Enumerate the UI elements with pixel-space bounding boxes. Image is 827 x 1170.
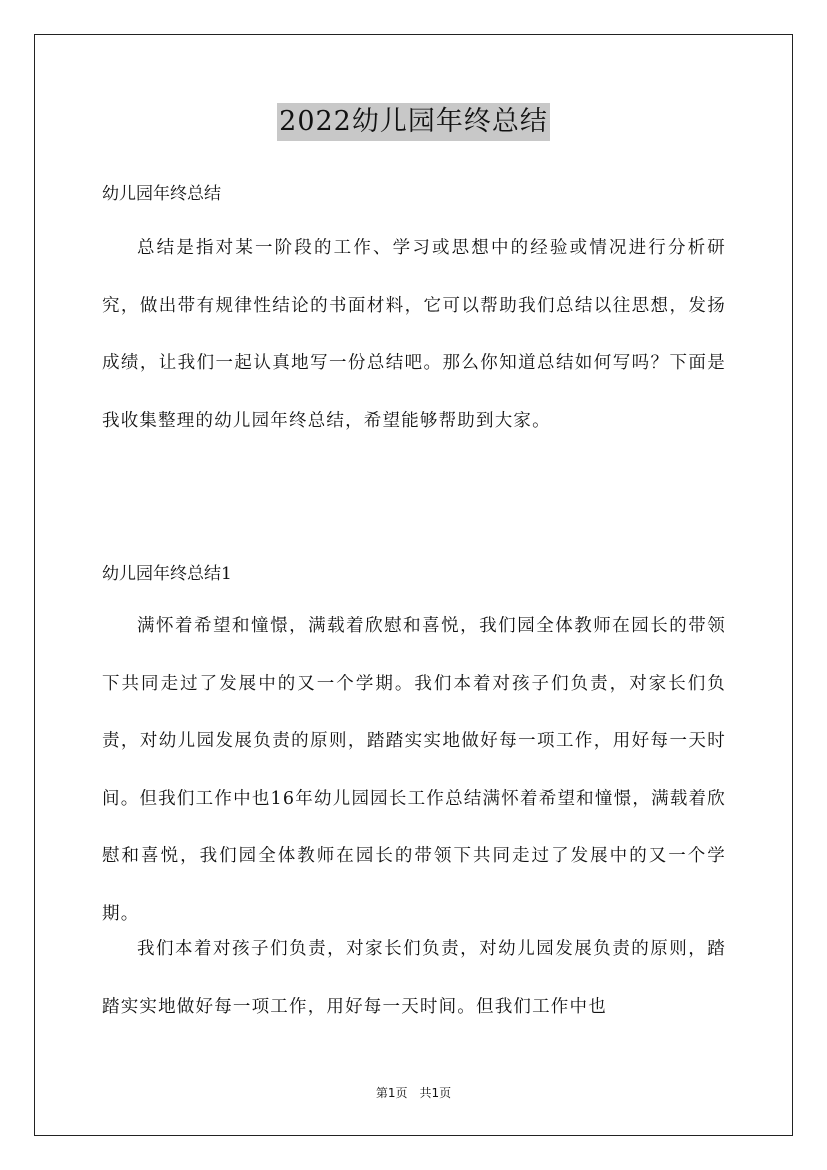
section1-paragraph-1: 满怀着希望和憧憬，满载着欣慰和喜悦，我们园全体教师在园长的带领下共同走过了发展中的又一个学期。我们本着对孩子们负责，对家长们负责，对幼儿园发展负责的原则，踏踏实实地做好每一项工作，用好每一天时间。但我们工作中也16年幼儿园园长工作总结满怀着希望和憧憬，满载着欣慰和喜悦，我们园全体教师在园长的带领下共同走过了发展中的又一个学期。 — [102, 616, 726, 924]
section1-paragraph-2: 我们本着对孩子们负责，对家长们负责，对幼儿园发展负责的原则，踏踏实实地做好每一项工作，用好每一天时间。但我们工作中也 — [102, 939, 726, 1017]
section1-heading: 幼儿园年终总结1 — [102, 564, 232, 584]
intro-heading: 幼儿园年终总结 — [102, 184, 221, 204]
page-footer: 第1页 共1页 — [375, 1086, 452, 1100]
document-title: 2022幼儿园年终总结 — [277, 103, 550, 141]
intro-paragraph: 总结是指对某一阶段的工作、学习或思想中的经验或情况进行分析研究，做出带有规律性结论的书面材料，它可以帮助我们总结以往思想，发扬成绩，让我们一起认真地写一份总结吧。那么你知道总结如何写吗？下面是我收集整理的幼儿园年终总结，希望能够帮助到大家。 — [102, 238, 726, 431]
title-container — [0, 103, 827, 141]
